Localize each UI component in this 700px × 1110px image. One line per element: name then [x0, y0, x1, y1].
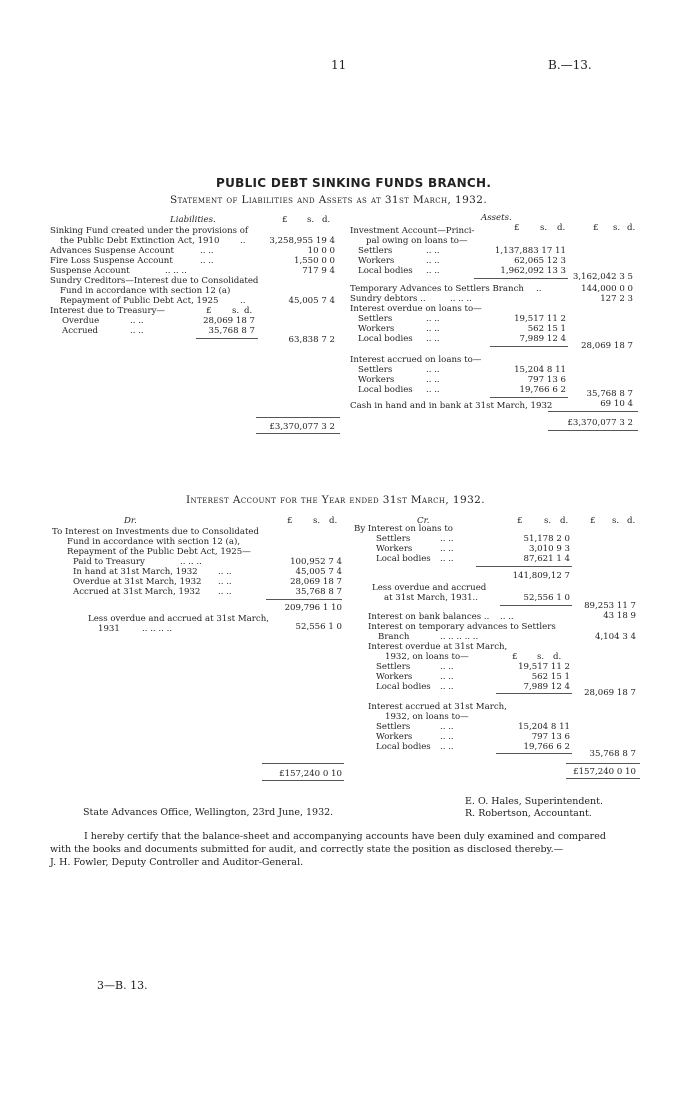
cr-label: Local bodies — [376, 554, 431, 564]
leader-dots: .. .. .. .. .. — [440, 632, 479, 642]
leader-dots: .. .. .. .. — [142, 624, 173, 634]
liabilities-total: £3,370,077 3 2 — [269, 422, 335, 432]
cr-label: Settlers — [376, 722, 411, 732]
cr-label: 1932, on loans to— — [385, 652, 469, 662]
cr-label: By Interest on loans to — [354, 524, 453, 534]
col-header-shillings: s. — [307, 215, 315, 225]
asset-label: Settlers — [358, 246, 393, 256]
col-header-pence: d. — [244, 306, 253, 316]
asset-label: Interest overdue on loans to— — [350, 304, 482, 314]
rule — [196, 338, 258, 339]
col-header-pence: d. — [627, 223, 636, 233]
certificate-signature: J. H. Fowler, Deputy Controller and Auditor-General. — [50, 857, 304, 868]
cr-value: 52,556 1 0 — [523, 593, 570, 603]
liability-value: 717 9 4 — [302, 266, 335, 276]
assets-total: £3,370,077 3 2 — [567, 418, 633, 428]
asset-value: 797 13 6 — [527, 375, 566, 385]
dr-total: £157,240 0 10 — [279, 769, 342, 779]
cr-value: 43 18 9 — [603, 611, 636, 621]
cr-label: Workers — [376, 672, 413, 682]
col-header-shillings: s. — [313, 516, 321, 526]
dr-label: To Interest on Investments due to Consolidated — [52, 527, 260, 537]
cr-value: 562 15 1 — [531, 672, 570, 682]
dr-value: 52,556 1 0 — [295, 622, 342, 632]
leader-dots: .. — [536, 284, 542, 294]
asset-value: 1,137,883 17 11 — [494, 246, 566, 256]
cr-value: 141,809,12 7 — [512, 571, 570, 581]
leader-dots: .. .. — [426, 256, 440, 266]
asset-label: Workers — [358, 324, 395, 334]
leader-dots: .. .. — [130, 316, 144, 326]
signature-superintendent: E. O. Hales, Superintendent. — [465, 796, 604, 807]
leader-dots: .. .. .. — [450, 294, 472, 304]
liability-label: Interest due to Treasury— — [50, 306, 166, 316]
dr-value: 28,069 18 7 — [290, 577, 342, 587]
asset-label: Settlers — [358, 314, 393, 324]
cr-value: 87,621 1 4 — [523, 554, 570, 564]
dr-label: Fund in accordance with section 12 (a), — [67, 537, 241, 547]
rule — [496, 753, 572, 754]
col-header-shillings: s. — [537, 652, 545, 662]
certificate-line: I hereby certify that the balance-sheet and accompanying accounts have been duly examined and compared — [84, 831, 606, 842]
asset-value: 15,204 8 11 — [514, 365, 566, 375]
dr-label: Overdue at 31st March, 1932 — [73, 577, 202, 587]
asset-label: Local bodies — [358, 334, 413, 344]
dr-label: Repayment of the Public Debt Act, 1925— — [67, 547, 251, 557]
leader-dots: .. .. — [440, 722, 454, 732]
col-header-pounds: £ — [206, 306, 212, 316]
page-footer-reference: 3—B. 13. — [97, 979, 148, 992]
cr-label: Branch — [378, 632, 410, 642]
balance-sheet-subtitle: Statement of Liabilities and Assets as at 31st March, 1932. — [170, 194, 488, 206]
cr-label: Local bodies — [376, 682, 431, 692]
rule — [496, 693, 572, 694]
liability-label: Sinking Fund created under the provisions of — [50, 226, 249, 236]
cr-label: Local bodies — [376, 742, 431, 752]
col-header-pounds: £ — [593, 223, 599, 233]
asset-value: 562 15 1 — [527, 324, 566, 334]
cr-label: 1932, on loans to— — [385, 712, 469, 722]
certificate-line: with the books and documents submitted for audit, and correctly state the position as disclosed thereby.— — [50, 844, 564, 855]
leader-dots: .. .. — [130, 326, 144, 336]
leader-dots: .. .. — [426, 246, 440, 256]
leader-dots: .. .. — [440, 544, 454, 554]
col-header-shillings: s. — [612, 516, 620, 526]
col-header-pence: d. — [560, 516, 569, 526]
col-header-shillings: s. — [540, 223, 548, 233]
interest-account-title: Interest Account for the Year ended 31st March, 1932. — [186, 494, 485, 506]
cr-value: 3,010 9 3 — [528, 544, 570, 554]
dr-value: 35,768 8 7 — [295, 587, 342, 597]
asset-label: Interest accrued on loans to— — [350, 355, 482, 365]
signature-accountant: R. Robertson, Accountant. — [465, 808, 592, 819]
dr-label: Accrued at 31st March, 1932 — [73, 587, 201, 597]
leader-dots: .. .. — [440, 672, 454, 682]
col-header-pence: d. — [329, 516, 338, 526]
liability-value: 28,069 18 7 — [203, 316, 255, 326]
col-header-shillings: s. — [232, 306, 240, 316]
rule — [474, 278, 568, 279]
rule — [548, 411, 638, 412]
leader-dots: .. .. — [440, 732, 454, 742]
rule — [500, 605, 572, 606]
leader-dots: .. .. — [426, 314, 440, 324]
asset-label: Workers — [358, 375, 395, 385]
rule — [256, 417, 340, 418]
col-header-pounds: £ — [512, 652, 518, 662]
page-number: 11 — [331, 58, 347, 72]
cr-label: Settlers — [376, 534, 411, 544]
dr-label: Less overdue and accrued at 31st March, — [88, 614, 269, 624]
cr-value: 7,989 12 4 — [523, 682, 570, 692]
leader-dots: .. .. — [440, 682, 454, 692]
cr-label: Workers — [376, 732, 413, 742]
rule — [476, 566, 572, 567]
cr-value: 797 13 6 — [531, 732, 570, 742]
asset-value: 144,000 0 0 — [581, 284, 633, 294]
col-header-pounds: £ — [514, 223, 520, 233]
asset-label: Temporary Advances to Settlers Branch — [350, 284, 524, 294]
cr-total: £157,240 0 10 — [573, 767, 636, 777]
liability-label: Fire Loss Suspense Account — [50, 256, 173, 266]
rule — [490, 346, 568, 347]
asset-value: 3,162,042 3 5 — [572, 272, 633, 282]
asset-value: 28,069 18 7 — [581, 341, 633, 351]
leader-dots: .. .. — [426, 334, 440, 344]
dr-value: 45,005 7 4 — [295, 567, 342, 577]
liability-value: 63,838 7 2 — [288, 335, 335, 345]
liability-label: Overdue — [62, 316, 100, 326]
cr-label: Interest on bank balances .. — [368, 612, 490, 622]
asset-label: Local bodies — [358, 385, 413, 395]
cr-value: 4,104 3 4 — [594, 632, 636, 642]
cr-value: 89,253 11 7 — [584, 601, 636, 611]
cr-value: 51,178 2 0 — [523, 534, 570, 544]
leader-dots: .. .. — [426, 266, 440, 276]
dr-label: In hand at 31st March, 1932 — [73, 567, 198, 577]
dr-value: 209,796 1 10 — [284, 603, 342, 613]
liability-label: Fund in accordance with section 12 (a) — [60, 286, 231, 296]
cr-heading: Cr. — [417, 516, 430, 526]
dr-label: Paid to Treasury — [73, 557, 145, 567]
liability-value: 45,005 7 4 — [288, 296, 335, 306]
col-header-pounds: £ — [517, 516, 523, 526]
leader-dots: .. .. — [440, 534, 454, 544]
cr-value: 15,204 8 11 — [518, 722, 570, 732]
cr-value: 19,517 11 2 — [518, 662, 570, 672]
cr-label: Interest accrued at 31st March, — [368, 702, 507, 712]
leader-dots: .. .. — [218, 577, 232, 587]
dr-label: 1931 — [98, 624, 120, 634]
liability-value: 1,550 0 0 — [293, 256, 335, 266]
asset-value: 35,768 8 7 — [586, 389, 633, 399]
asset-value: 19,766 6 2 — [519, 385, 566, 395]
col-header-pounds: £ — [287, 516, 293, 526]
cr-label: Interest on temporary advances to Settlers — [368, 622, 556, 632]
leader-dots: .. .. — [426, 324, 440, 334]
liability-label: the Public Debt Extinction Act, 1910 — [60, 236, 220, 246]
asset-label: Local bodies — [358, 266, 413, 276]
leader-dots: .. .. — [440, 554, 454, 564]
cr-value: 28,069 18 7 — [584, 688, 636, 698]
asset-value: 62,065 12 3 — [514, 256, 566, 266]
leader-dots: .. — [240, 296, 246, 306]
asset-label: pal owing on loans to— — [366, 236, 468, 246]
liability-label: Advances Suspense Account — [50, 246, 174, 256]
rule — [566, 778, 640, 779]
rule — [262, 780, 344, 781]
asset-value: 1,962,092 13 3 — [500, 266, 566, 276]
leader-dots: .. .. — [426, 375, 440, 385]
leader-dots: .. .. — [200, 256, 214, 266]
leader-dots: .. .. — [218, 587, 232, 597]
rule — [490, 397, 568, 398]
col-header-pence: d. — [322, 215, 331, 225]
leader-dots: .. .. — [440, 662, 454, 672]
leader-dots: .. — [240, 236, 246, 246]
asset-label: Cash in hand and in bank at 31st March, 1932 — [350, 401, 553, 411]
leader-dots: .. .. — [426, 365, 440, 375]
leader-dots: .. .. .. — [165, 266, 187, 276]
asset-label: Sundry debtors .. — [350, 294, 426, 304]
cr-label: Less overdue and accrued — [372, 583, 487, 593]
liability-label: Sundry Creditors—Interest due to Consolidated — [50, 276, 259, 286]
document-reference: B.—13. — [548, 58, 592, 72]
asset-label: Investment Account—Princi- — [350, 226, 475, 236]
rule — [266, 599, 342, 600]
asset-value: 127 2 3 — [600, 294, 633, 304]
leader-dots: .. .. — [426, 385, 440, 395]
asset-value: 69 10 4 — [600, 399, 633, 409]
balance-sheet-title: PUBLIC DEBT SINKING FUNDS BRANCH. — [216, 176, 492, 190]
asset-label: Workers — [358, 256, 395, 266]
leader-dots: .. .. — [440, 742, 454, 752]
col-header-pence: d. — [553, 652, 562, 662]
cr-label: Settlers — [376, 662, 411, 672]
cr-value: 19,766 6 2 — [523, 742, 570, 752]
asset-value: 7,989 12 4 — [519, 334, 566, 344]
asset-label: Settlers — [358, 365, 393, 375]
dr-value: 100,952 7 4 — [290, 557, 342, 567]
cr-label: at 31st March, 1931.. — [384, 593, 479, 603]
cr-value: 35,768 8 7 — [589, 749, 636, 759]
assets-heading: Assets. — [481, 213, 512, 223]
office-line: State Advances Office, Wellington, 23rd June, 1932. — [83, 807, 334, 818]
leader-dots: .. .. — [200, 246, 214, 256]
liability-value: 10 0 0 — [307, 246, 335, 256]
dr-heading: Dr. — [124, 516, 137, 526]
col-header-shillings: s. — [613, 223, 621, 233]
leader-dots: .. .. — [500, 612, 514, 622]
asset-value: 19,517 11 2 — [514, 314, 566, 324]
col-header-pounds: £ — [590, 516, 596, 526]
leader-dots: .. .. — [218, 567, 232, 577]
liabilities-heading: Liabilities. — [170, 215, 216, 225]
liability-label: Suspense Account — [50, 266, 130, 276]
liability-value: 35,768 8 7 — [208, 326, 255, 336]
leader-dots: .. .. .. — [180, 557, 202, 567]
cr-label: Interest overdue at 31st March, — [368, 642, 508, 652]
rule — [262, 763, 344, 764]
liability-label: Repayment of Public Debt Act, 1925 — [60, 296, 219, 306]
col-header-pounds: £ — [282, 215, 288, 225]
cr-label: Workers — [376, 544, 413, 554]
col-header-pence: d. — [557, 223, 566, 233]
rule — [548, 430, 638, 431]
rule — [566, 763, 640, 764]
col-header-pence: d. — [627, 516, 636, 526]
liability-label: Accrued — [62, 326, 99, 336]
col-header-shillings: s. — [544, 516, 552, 526]
rule — [256, 433, 340, 434]
liability-value: 3,258,955 19 4 — [269, 236, 335, 246]
